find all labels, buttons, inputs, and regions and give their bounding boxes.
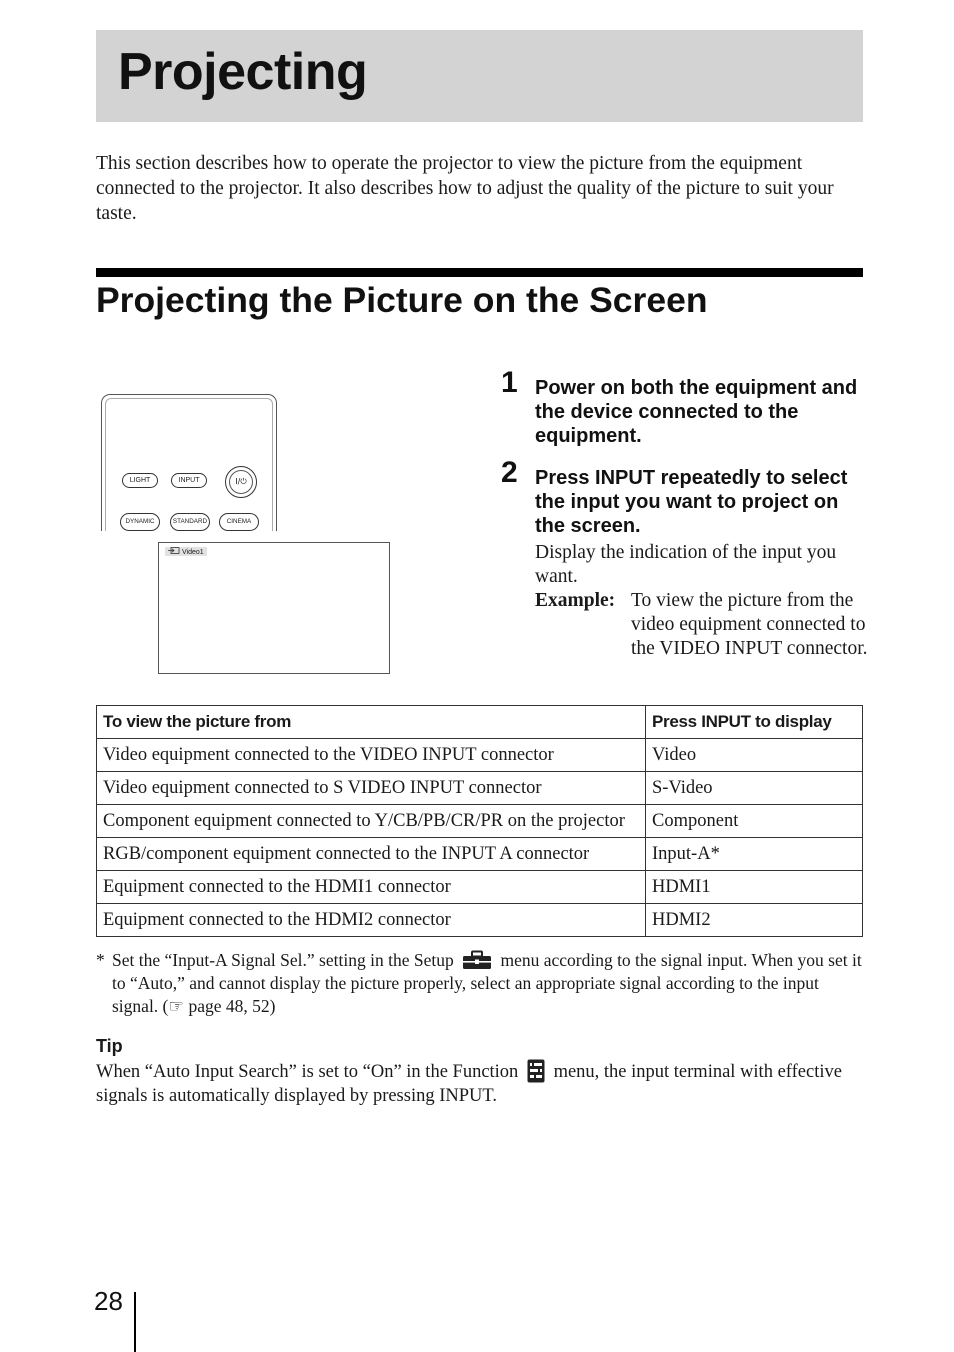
table-cell: RGB/component equipment connected to the INPUT A connector: [97, 838, 646, 871]
table-cell: HDMI2: [646, 904, 863, 937]
tip-text: [96, 1059, 866, 1108]
table-cell: HDMI1: [646, 871, 863, 904]
table-cell: Video: [646, 739, 863, 772]
table-cell: Video equipment connected to the VIDEO INPUT connector: [97, 739, 646, 772]
footnote-text-start: Set the “Input-A Signal Sel.” setting in the Setup: [112, 950, 454, 970]
page-number: 28: [94, 1286, 123, 1316]
table-row: [97, 772, 863, 805]
table-row: [97, 838, 863, 871]
remote-control-illustration: [101, 394, 277, 531]
remote-power-button: [225, 466, 257, 498]
table-cell: Equipment connected to the HDMI2 connector: [97, 904, 646, 937]
step-2-text: Press INPUT repeatedly to select the input you want to project on the screen.: [535, 467, 848, 537]
example-label: Example:: [535, 590, 616, 611]
tip-text-end: menu, the input terminal with effective signals is automatically displayed by pressing INPUT.: [96, 1062, 842, 1106]
input-indicator: [165, 547, 207, 556]
column-header: To view the picture from: [97, 706, 646, 739]
remote-input-button: INPUT: [171, 473, 207, 488]
example-text: To view the picture from the video equipment connected to the VIDEO INPUT connector.: [631, 590, 868, 659]
function-menu-icon: [527, 1059, 545, 1083]
chapter-title: Projecting: [118, 43, 368, 101]
table-row: [97, 871, 863, 904]
remote-cinema-button: CINEMA: [219, 513, 259, 531]
remote-light-button: LIGHT: [122, 473, 158, 488]
step-2-number: 2: [501, 456, 518, 489]
table-header-row: [97, 706, 863, 739]
step-1-number: 1: [501, 366, 518, 399]
section-divider: [96, 268, 863, 277]
page-number-rule: [134, 1292, 136, 1352]
input-table: [96, 705, 863, 937]
setup-toolbox-icon: [462, 950, 492, 970]
footnote-body: [112, 949, 862, 1018]
remote-face: [105, 398, 273, 531]
table-cell: Component equipment connected to Y/CB/PB/CR/PR on the projector: [97, 805, 646, 838]
table-row: [97, 739, 863, 772]
input-icon: [168, 547, 180, 554]
step-2-description: Display the indication of the input you want.: [535, 542, 837, 587]
footnote-marker: *: [96, 950, 105, 970]
table-cell: Video equipment connected to S VIDEO INPUT connector: [97, 772, 646, 805]
power-icon: I/⏻: [229, 470, 253, 494]
chapter-banner: [96, 30, 863, 122]
remote-standard-button: STANDARD: [170, 513, 210, 531]
table-cell: Equipment connected to the HDMI1 connector: [97, 871, 646, 904]
footnote-text-end: menu according to the signal input. When you set it to “Auto,” and cannot display the picture properly, select an appropriate signal according to the input signal. (☞ page 48, 52): [112, 950, 862, 1016]
column-header: Press INPUT to display: [646, 706, 863, 739]
section-title: Projecting the Picture on the Screen: [96, 280, 708, 320]
input-indicator-label: Video1: [182, 549, 204, 556]
intro-paragraph: This section describes how to operate the projector to view the picture from the equipment connected to the projector. It also describes how to adjust the quality of the picture to suit your taste.: [96, 153, 834, 224]
table-cell: Component: [646, 805, 863, 838]
step-1-text: Power on both the equipment and the device connected to the equipment.: [535, 377, 858, 447]
table-row: [97, 805, 863, 838]
screen-illustration: [158, 542, 390, 674]
table-row: [97, 904, 863, 937]
table-cell: Input-A*: [646, 838, 863, 871]
remote-dynamic-button: DYNAMIC: [120, 513, 160, 531]
tip-label: Tip: [96, 1036, 123, 1056]
table-cell: S-Video: [646, 772, 863, 805]
tip-text-start: When “Auto Input Search” is set to “On” in the Function: [96, 1062, 519, 1082]
